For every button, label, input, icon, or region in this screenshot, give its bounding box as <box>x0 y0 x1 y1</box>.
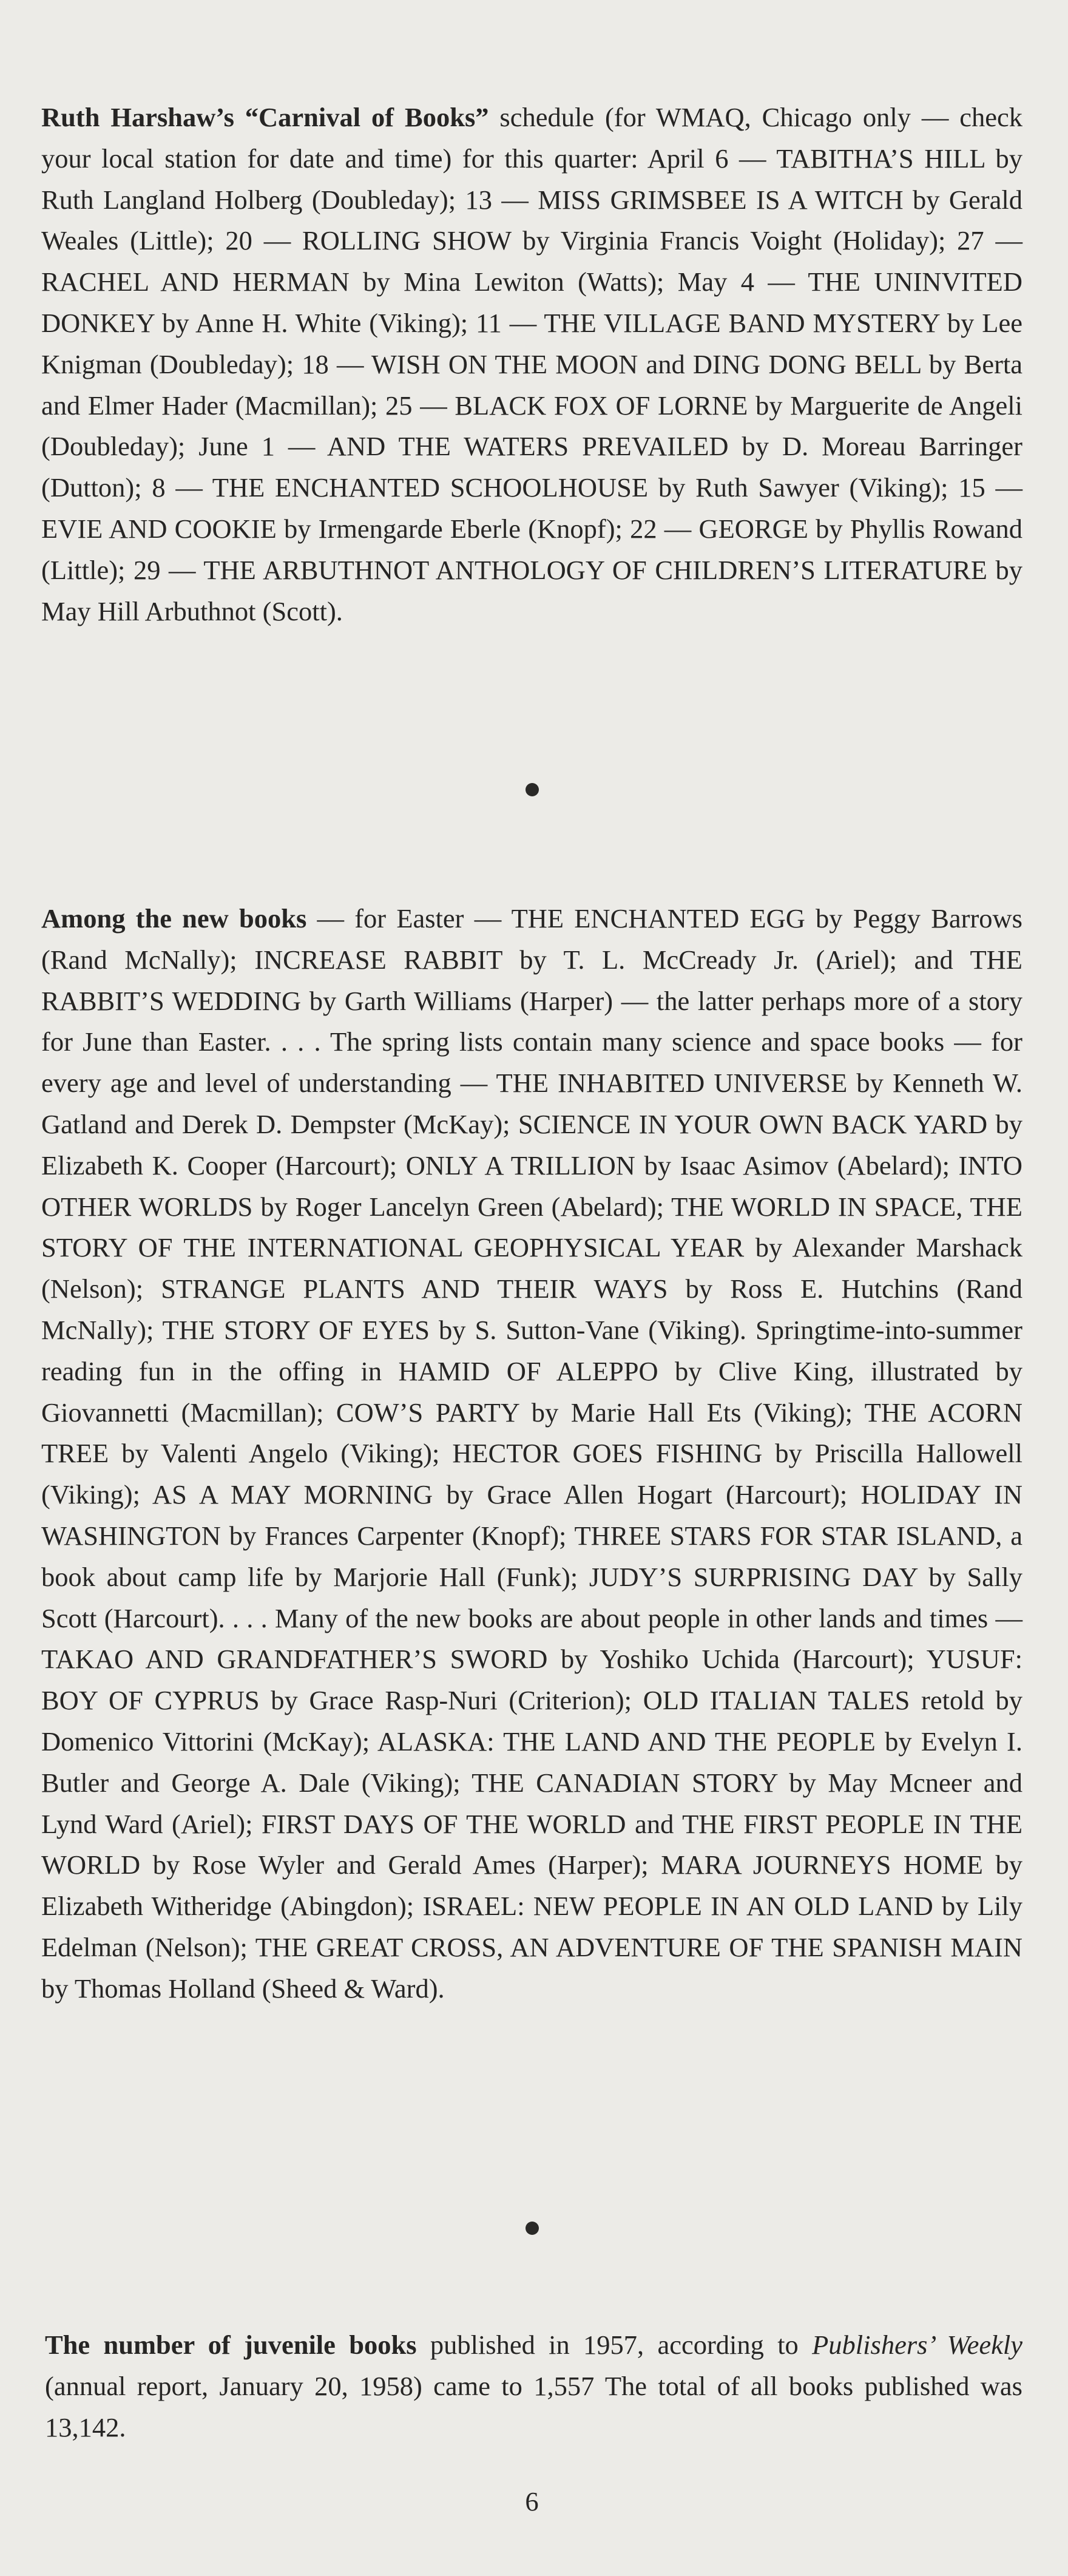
page-number: 6 <box>525 2486 539 2517</box>
section-divider-dot <box>526 783 539 796</box>
carnival-of-books-lead: Ruth Harshaw’s “Carnival of Books” <box>41 102 489 132</box>
new-books-text: — for Easter — THE ENCHANTED EGG by Peggy Barrows (Rand McNally); INCREASE RABBIT by T. L. McCready Jr. (Ariel); and THE RABBIT’S WEDDING by Garth Williams (Harper) — the latter perhaps more of a story for June than Easter. . . . The spring lists contain many science and space books — for every age and level of understanding — THE INHABITED UNIVERSE by Kenneth W. Gatland and Derek D. Dempster (McKay); SCIENCE IN YOUR OWN BACK YARD by Elizabeth K. Cooper (Harcourt); ONLY A TRILLION by Isaac Asimov (Abelard); INTO OTHER WORLDS by Roger Lancelyn Green (Abelard); THE WORLD IN SPACE, THE STORY OF THE INTERNATIONAL GEOPHYSICAL YEAR by Alexander Marshack (Nelson); STRANGE PLANTS AND THEIR WAYS by Ross E. Hutchins (Rand McNally); THE STORY OF EYES by S. Sutton-Vane (Viking). Springtime-into-summer reading fun in the offing in HAMID OF ALEPPO by Clive King, illustrated by Giovannetti (Macmillan); COW’S PARTY by Marie Hall Ets (Viking); THE ACORN TREE by Valenti Angelo (Viking); HECTOR GOES FISHING by Priscilla Hallowell (Viking); AS A MAY MORNING by Grace Allen Hogart (Harcourt); HOLIDAY IN WASHINGTON by Frances Carpenter (Knopf); THREE STARS FOR STAR ISLAND, a book about camp life by Marjorie Hall (Funk); JUDY’S SURPRISING DAY by Sally Scott (Harcourt). . . . Many of the new books are about people in other lands and times — TAKAO AND GRANDFATHER’S SWORD by Yoshiko Uchida (Harcourt); YUSUF: BOY OF CYPRUS by Grace Rasp-Nuri (Criterion); OLD ITALIAN TALES retold by Domenico Vittorini (McKay); ALASKA: THE LAND AND THE PEOPLE by Evelyn I. Butler and George A. Dale (Viking); THE CANADIAN STORY by May Mcneer and Lynd Ward (Ariel); FIRST DAYS OF THE WORLD and THE FIRST PEOPLE IN THE WORLD by Rose Wyler and Gerald Ames (Harper); MARA JOURNEYS HOME by Elizabeth Witheridge (Abingdon); ISRAEL: NEW PEOPLE IN AN OLD LAND by Lily Edelman (Nelson); THE GREAT CROSS, AN ADVENTURE OF THE SPANISH MAIN by Thomas Holland (Sheed & Ward). <box>41 903 1022 2004</box>
carnival-of-books-paragraph <box>41 97 1022 632</box>
new-books-paragraph <box>41 898 1022 2010</box>
juvenile-books-text-before: published in 1957, according to <box>416 2330 813 2360</box>
juvenile-books-text-after: (annual report, January 20, 1958) came to 1,557 The total of all books published was 13,142. <box>45 2370 1022 2442</box>
juvenile-books-paragraph <box>45 2325 1022 2448</box>
carnival-of-books-text: schedule (for WMAQ, Chicago only — check your local station for date and time) for this quarter: April 6 — TABITHA’S HILL by Ruth Langland Holberg (Doubleday); 13 — MISS GRIMSBEE IS A WITCH by Gerald Weales (Little); 20 — ROLLING SHOW by Virginia Francis Voight (Holiday); 27 — RACHEL AND HERMAN by Mina Lewiton (Watts); May 4 — THE UNINVITED DONKEY by Anne H. White (Viking); 11 — THE VILLAGE BAND MYSTERY by Lee Knigman (Doubleday); 18 — WISH ON THE MOON and DING DONG BELL by Berta and Elmer Hader (Macmillan); 25 — BLACK FOX OF LORNE by Marguerite de Angeli (Doubleday); June 1 — AND THE WATERS PREVAILED by D. Moreau Barringer (Dutton); 8 — THE ENCHANTED SCHOOLHOUSE by Ruth Sawyer (Viking); 15 — EVIE AND COOKIE by Irmengarde Eberle (Knopf); 22 — GEORGE by Phyllis Rowand (Little); 29 — THE ARBUTHNOT ANTHOLOGY OF CHILDREN’S LITERATURE by May Hill Arbuthnot (Scott). <box>41 102 1022 626</box>
publishers-weekly-title: Publishers’ Weekly <box>812 2330 1023 2360</box>
section-divider-dot <box>526 2222 539 2235</box>
new-books-lead: Among the new books <box>41 903 307 934</box>
juvenile-books-lead: The number of juvenile books <box>45 2330 417 2360</box>
